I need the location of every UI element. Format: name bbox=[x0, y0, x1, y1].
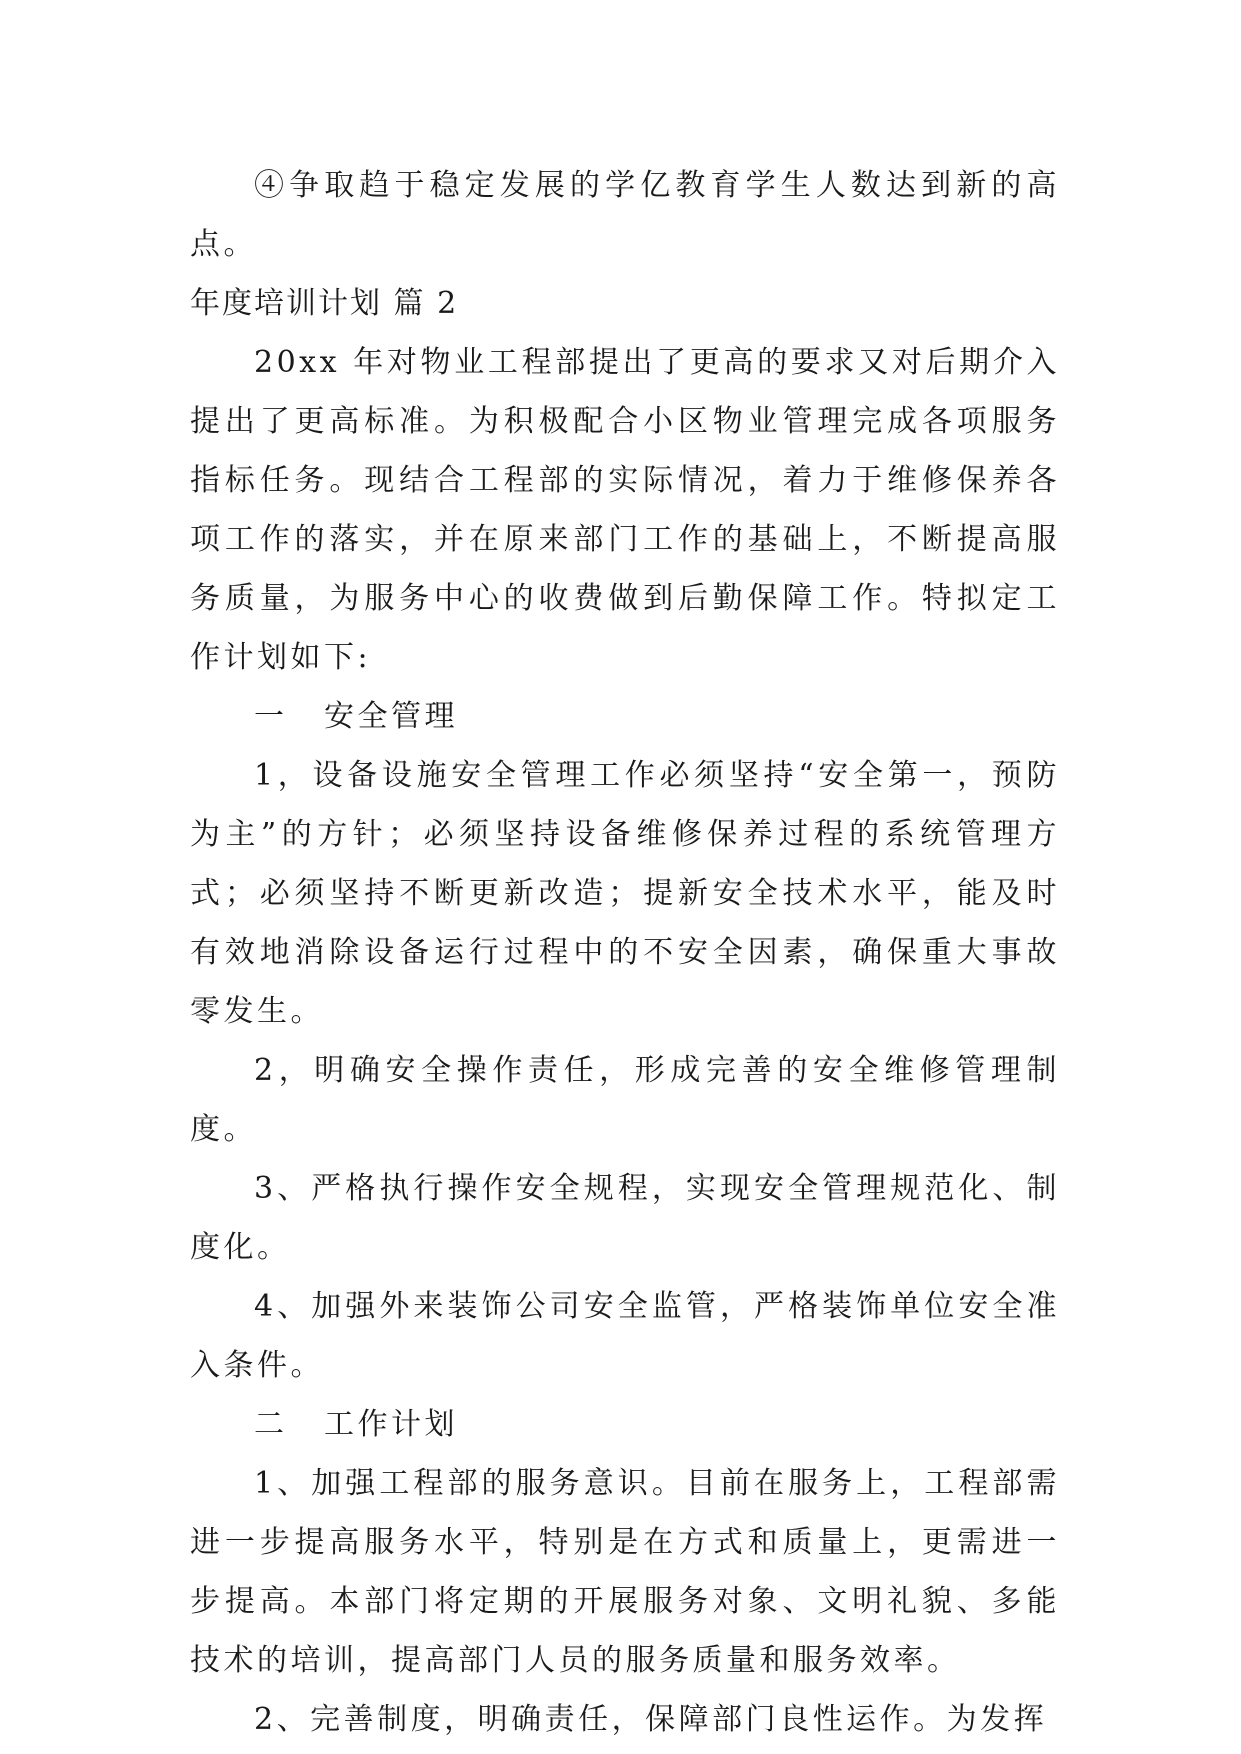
list-item: 2、完善制度，明确责任，保障部门良性运作。为发挥 bbox=[254, 1702, 1048, 1737]
intro-paragraph: ④争取趋于稳定发展的学亿教育学生人数达到新的高点。 bbox=[190, 168, 1060, 262]
section-title: 年度培训计划 篇 2 bbox=[190, 286, 459, 321]
heading-number: 二 bbox=[254, 1407, 288, 1442]
heading-number: 一 bbox=[254, 699, 288, 734]
list-item: 4、加强外来装饰公司安全监管，严格装饰单位安全准入条件。 bbox=[190, 1289, 1060, 1383]
heading-safety-management bbox=[190, 687, 1060, 746]
list-item: 3、严格执行操作安全规程，实现安全管理规范化、制度化。 bbox=[190, 1171, 1060, 1265]
opening-paragraph: 20xx 年对物业工程部提出了更高的要求又对后期介入提出了更高标准。为积极配合小区物业管理完成各项服务指标任务。现结合工程部的实际情况，着力于维修保养各项工作的落实，并在原来部门工作的基础上，不断提高服务质量，为服务中心的收费做到后勤保障工作。特拟定工作计划如下: bbox=[190, 345, 1060, 675]
heading-label: 工作计划 bbox=[324, 1407, 458, 1442]
heading-work-plan bbox=[190, 1395, 1060, 1454]
list-item: 1、加强工程部的服务意识。目前在服务上，工程部需进一步提高服务水平，特别是在方式和质量上，更需进一步提高。本部门将定期的开展服务对象、文明礼貌、多能技术的培训，提高部门人员的服务质量和服务效率。 bbox=[190, 1466, 1060, 1678]
list-item: 1，设备设施安全管理工作必须坚持“安全第一，预防为主”的方针；必须坚持设备维修保养过程的系统管理方式；必须坚持不断更新改造；提新安全技术水平，能及时有效地消除设备运行过程中的不安全因素，确保重大事故零发生。 bbox=[190, 758, 1060, 1029]
heading-label: 安全管理 bbox=[324, 699, 458, 734]
document-page bbox=[190, 156, 1060, 1749]
list-item: 2，明确安全操作责任，形成完善的安全维修管理制度。 bbox=[190, 1053, 1060, 1147]
